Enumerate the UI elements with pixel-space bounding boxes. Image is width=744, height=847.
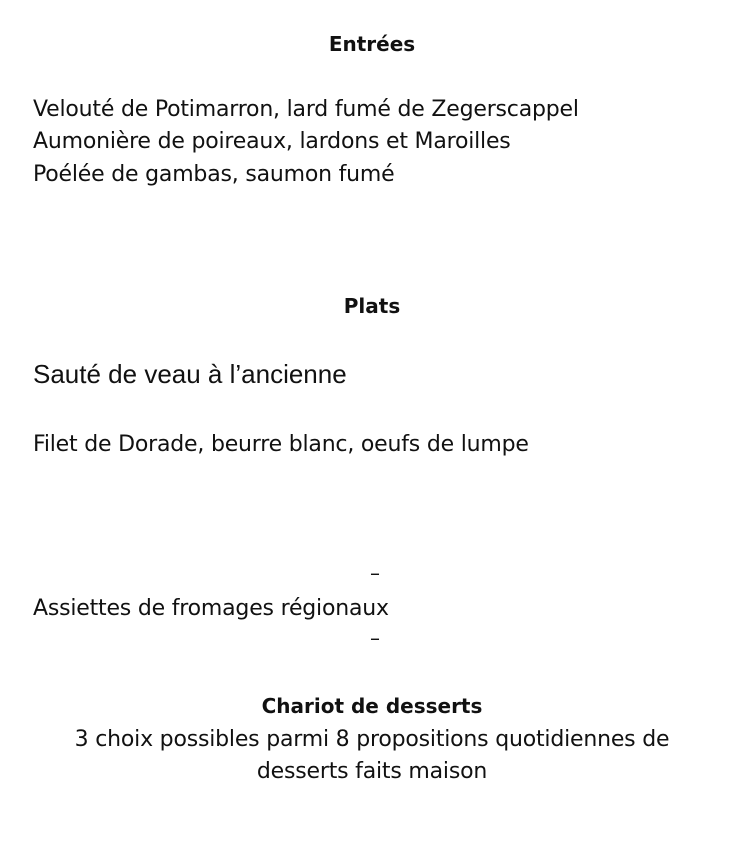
separator-dash: – bbox=[370, 561, 380, 585]
fromage-item: Assiettes de fromages régionaux bbox=[33, 596, 389, 621]
plat-item: Filet de Dorade, beurre blanc, oeufs de lumpe bbox=[33, 432, 529, 457]
desserts-description: desserts faits maison bbox=[256, 759, 488, 784]
plats-heading: Plats bbox=[343, 294, 401, 318]
entrees-heading: Entrées bbox=[328, 32, 416, 56]
plat-item: Sauté de veau à l’ancienne bbox=[33, 359, 347, 389]
entree-item: Aumonière de poireaux, lardons et Maroilles bbox=[33, 129, 511, 154]
entree-item: Velouté de Potimarron, lard fumé de Zegerscappel bbox=[33, 97, 579, 122]
desserts-description: 3 choix possibles parmi 8 propositions quotidiennes de bbox=[74, 727, 670, 752]
separator-dash: – bbox=[370, 626, 380, 650]
desserts-heading: Chariot de desserts bbox=[261, 694, 483, 718]
entree-item: Poélée de gambas, saumon fumé bbox=[33, 162, 395, 187]
